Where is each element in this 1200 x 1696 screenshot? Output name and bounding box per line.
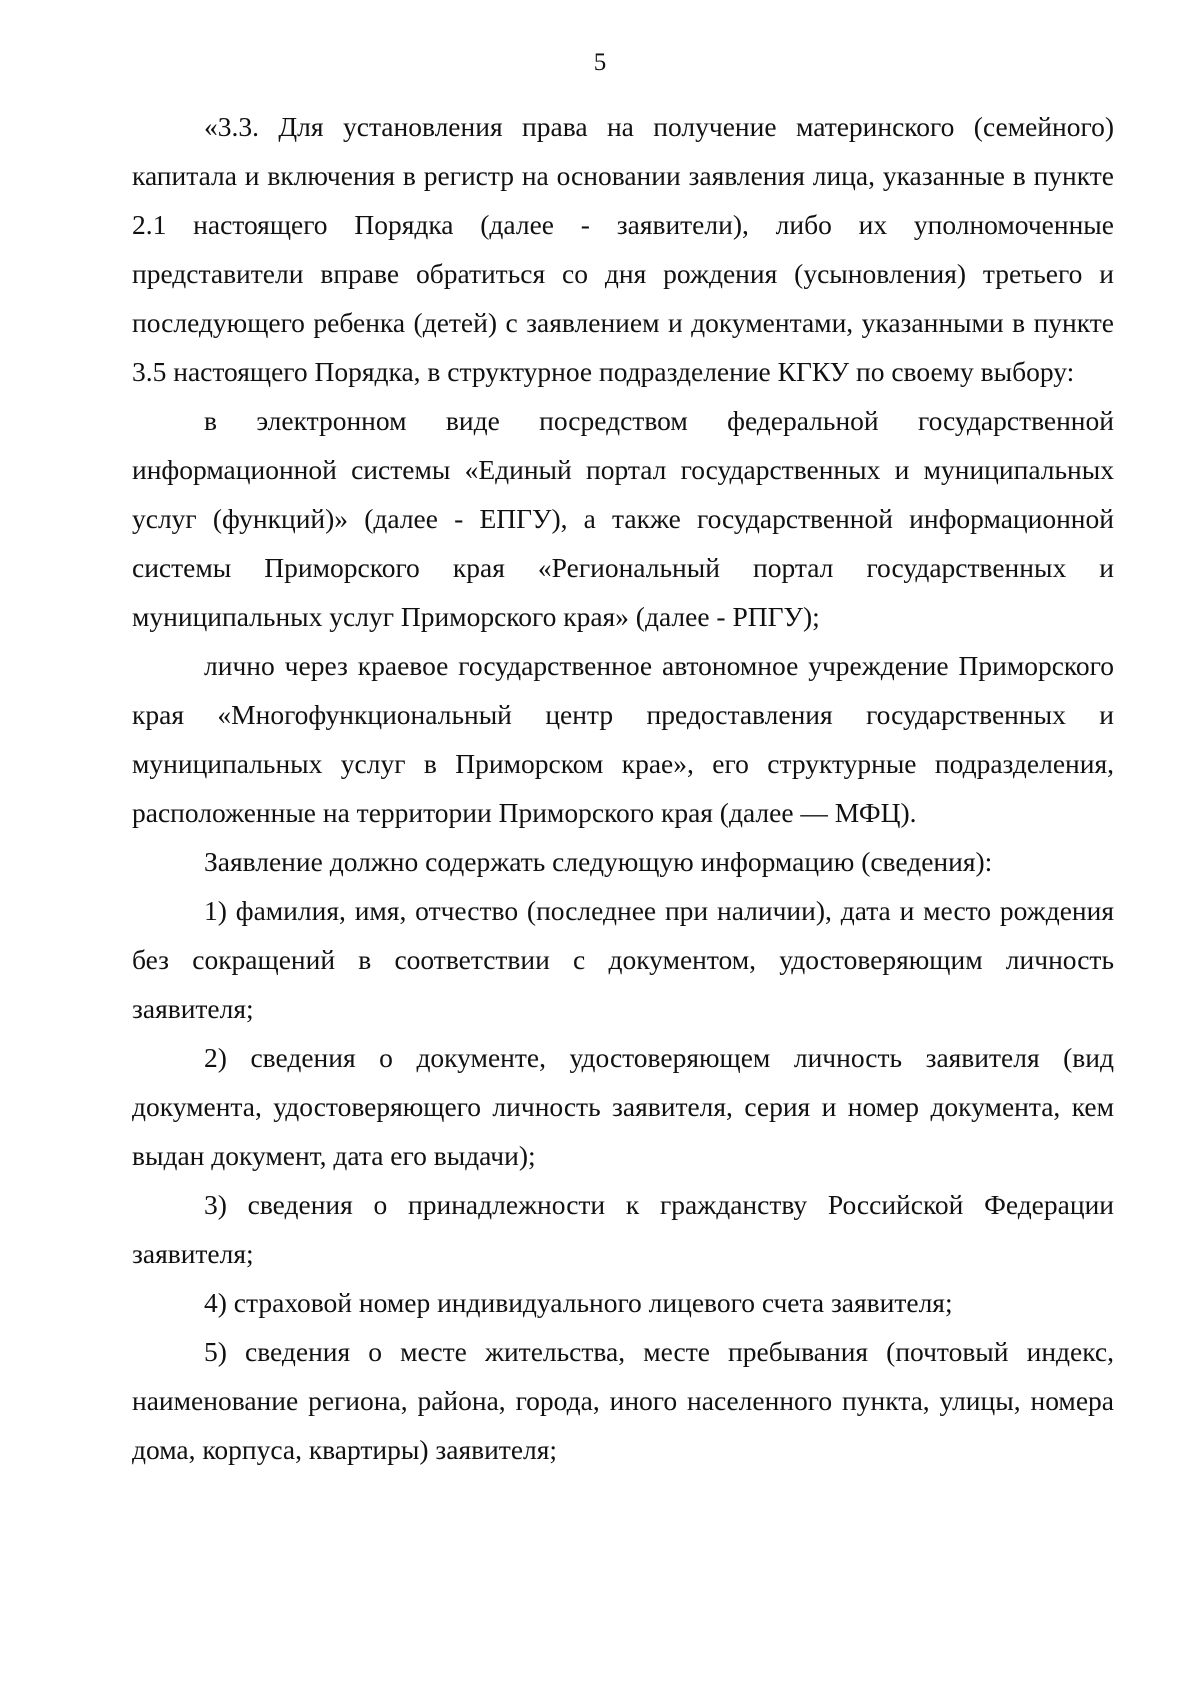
paragraph-3-3: «3.3. Для установления права на получение материнского (семейного) капитала и включения в регистр на основании заявления лица, указанные в пункте 2.1 настоящего Порядка (далее - заявители), либо их уполномоченные представители вправе обратиться со дня рождения (усыновления) третьего и последующего ребенка (детей) с заявлением и документами, указанными в пункте 3.5 настоящего Порядка, в структурное подразделение КГКУ по своему выбору: — [132, 111, 1114, 387]
list-item-5: 5) сведения о месте жительства, месте пребывания (почтовый индекс, наименование региона, района, города, иного населенного пункта, улицы, номера дома, корпуса, квартиры) заявителя; — [132, 1336, 1114, 1465]
list-item-3: 3) сведения о принадлежности к гражданству Российской Федерации заявителя; — [132, 1189, 1114, 1269]
list-item-1: 1) фамилия, имя, отчество (последнее при наличии), дата и место рождения без сокращений в соответствии с документом, удостоверяющим личность заявителя; — [132, 895, 1114, 1024]
list-item-4: 4) страховой номер индивидуального лицевого счета заявителя; — [204, 1287, 953, 1318]
document-body — [132, 102, 1114, 1474]
page-number: 5 — [593, 49, 607, 76]
paragraph-in-person: лично через краевое государственное автономное учреждение Приморского края «Многофункциональный центр предоставления государственных и муниципальных услуг в Приморском крае», его структурные подразделения, расположенные на территории Приморского края (далее — МФЦ). — [132, 650, 1114, 828]
list-item-2: 2) сведения о документе, удостоверяющем личность заявителя (вид документа, удостоверяющего личность заявителя, серия и номер документа, кем выдан документ, дата его выдачи); — [132, 1042, 1114, 1171]
paragraph-electronic: в электронном виде посредством федеральной государственной информационной системы «Единый портал государственных и муниципальных услуг (функций)» (далее - ЕПГУ), а также государственной информационной системы Приморского края «Региональный портал государственных и муниципальных услуг Приморского края» (далее - РПГУ); — [132, 405, 1114, 632]
paragraph-application-content: Заявление должно содержать следующую информацию (сведения): — [204, 846, 993, 877]
